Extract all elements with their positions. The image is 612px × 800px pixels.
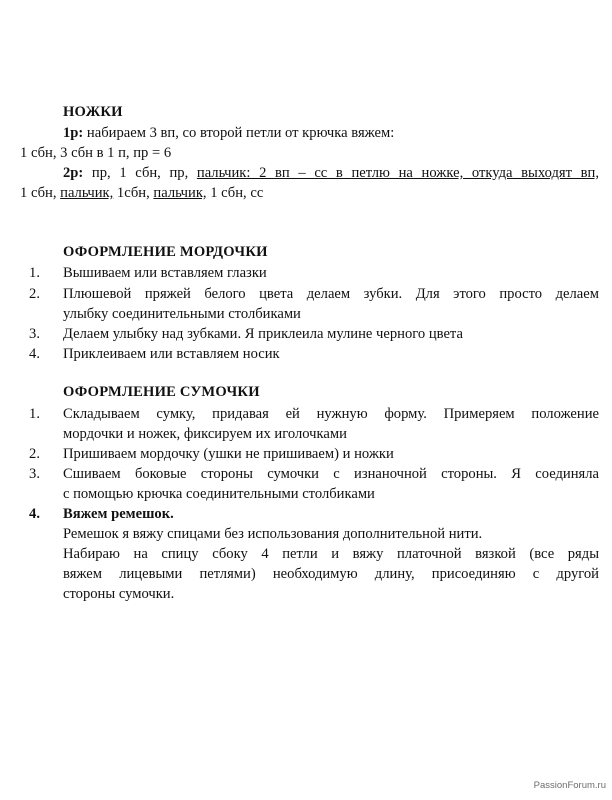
strap-line-2: Набираю на спицу сбоку 4 петли и вяжу платочной вязкой (все ряды bbox=[63, 546, 599, 562]
row2-finger-def: пальчик: 2 вп – сс в петлю на ножке, откуда выходят вп, bbox=[196, 165, 599, 181]
item-text: Сшиваем боковые стороны сумочки с изнаночной стороны. Я соединяла bbox=[63, 466, 599, 482]
row2-label: 2р: bbox=[63, 165, 84, 181]
item-text-cont: с помощью крючка соединительными столбиками bbox=[63, 486, 375, 502]
strap-line-1: Ремешок я вяжу спицами без использования дополнительной нити. bbox=[63, 526, 483, 542]
legs-row1-cont: 1 сбн, 3 сбн в 1 п, пр = 6 bbox=[20, 145, 172, 161]
item-number: 2. bbox=[29, 446, 40, 462]
item-number: 2. bbox=[29, 286, 40, 302]
legs-row1 bbox=[63, 124, 394, 144]
item-number: 1. bbox=[29, 265, 40, 281]
face-item-2 bbox=[0, 285, 612, 325]
item-text: Пришиваем мордочку (ушки не пришиваем) и ножки bbox=[63, 446, 394, 462]
item-number: 4. bbox=[29, 346, 40, 362]
item-text: Приклеиваем или вставляем носик bbox=[63, 346, 280, 362]
legs-row2-cont bbox=[20, 184, 263, 204]
bag-item-3 bbox=[0, 465, 612, 505]
strap-line-4: стороны сумочки. bbox=[63, 586, 175, 602]
legs-heading: НОЖКИ bbox=[63, 104, 123, 120]
item-text: Складываем сумку, придавая ей нужную форму. Примеряем положение bbox=[63, 406, 599, 422]
row1-text: набираем 3 вп, со второй петли от крючка вяжем: bbox=[83, 125, 395, 141]
item-number: 3. bbox=[29, 466, 40, 482]
item-number: 1. bbox=[29, 406, 40, 422]
item-text: Вяжем ремешок. bbox=[63, 506, 174, 522]
row2-text-e: 1сбн, bbox=[113, 185, 154, 201]
row1-label: 1р: bbox=[63, 125, 84, 141]
row2-finger-1: пальчик, bbox=[60, 185, 114, 201]
row2-text-g: 1 сбн, сс bbox=[206, 185, 264, 201]
item-number: 3. bbox=[29, 326, 40, 342]
row2-finger-2: пальчик, bbox=[153, 185, 207, 201]
strap-line-3: вяжем лицевыми петлями) необходимую длину, присоединяю с другой bbox=[63, 566, 599, 582]
item-text-cont: мордочки и ножек, фиксируем их иголочками bbox=[63, 426, 347, 442]
item-text: Плюшевой пряжей белого цвета делаем зубки. Для этого просто делаем bbox=[63, 286, 599, 302]
item-text-cont: улыбку соединительными столбиками bbox=[63, 306, 301, 322]
row2-text-c: 1 сбн, bbox=[20, 185, 61, 201]
item-text: Делаем улыбку над зубками. Я приклеила мулине черного цвета bbox=[63, 326, 463, 342]
row2-text-a: пр, 1 сбн, пр, bbox=[83, 165, 197, 181]
item-number: 4. bbox=[29, 506, 40, 522]
legs-row2 bbox=[63, 164, 599, 184]
watermark-site: PassionForum.ru bbox=[533, 779, 606, 791]
bag-heading: ОФОРМЛЕНИЕ СУМОЧКИ bbox=[63, 384, 260, 400]
bag-item-1 bbox=[0, 405, 612, 445]
face-heading: ОФОРМЛЕНИЕ МОРДОЧКИ bbox=[63, 244, 268, 260]
item-text: Вышиваем или вставляем глазки bbox=[63, 265, 267, 281]
